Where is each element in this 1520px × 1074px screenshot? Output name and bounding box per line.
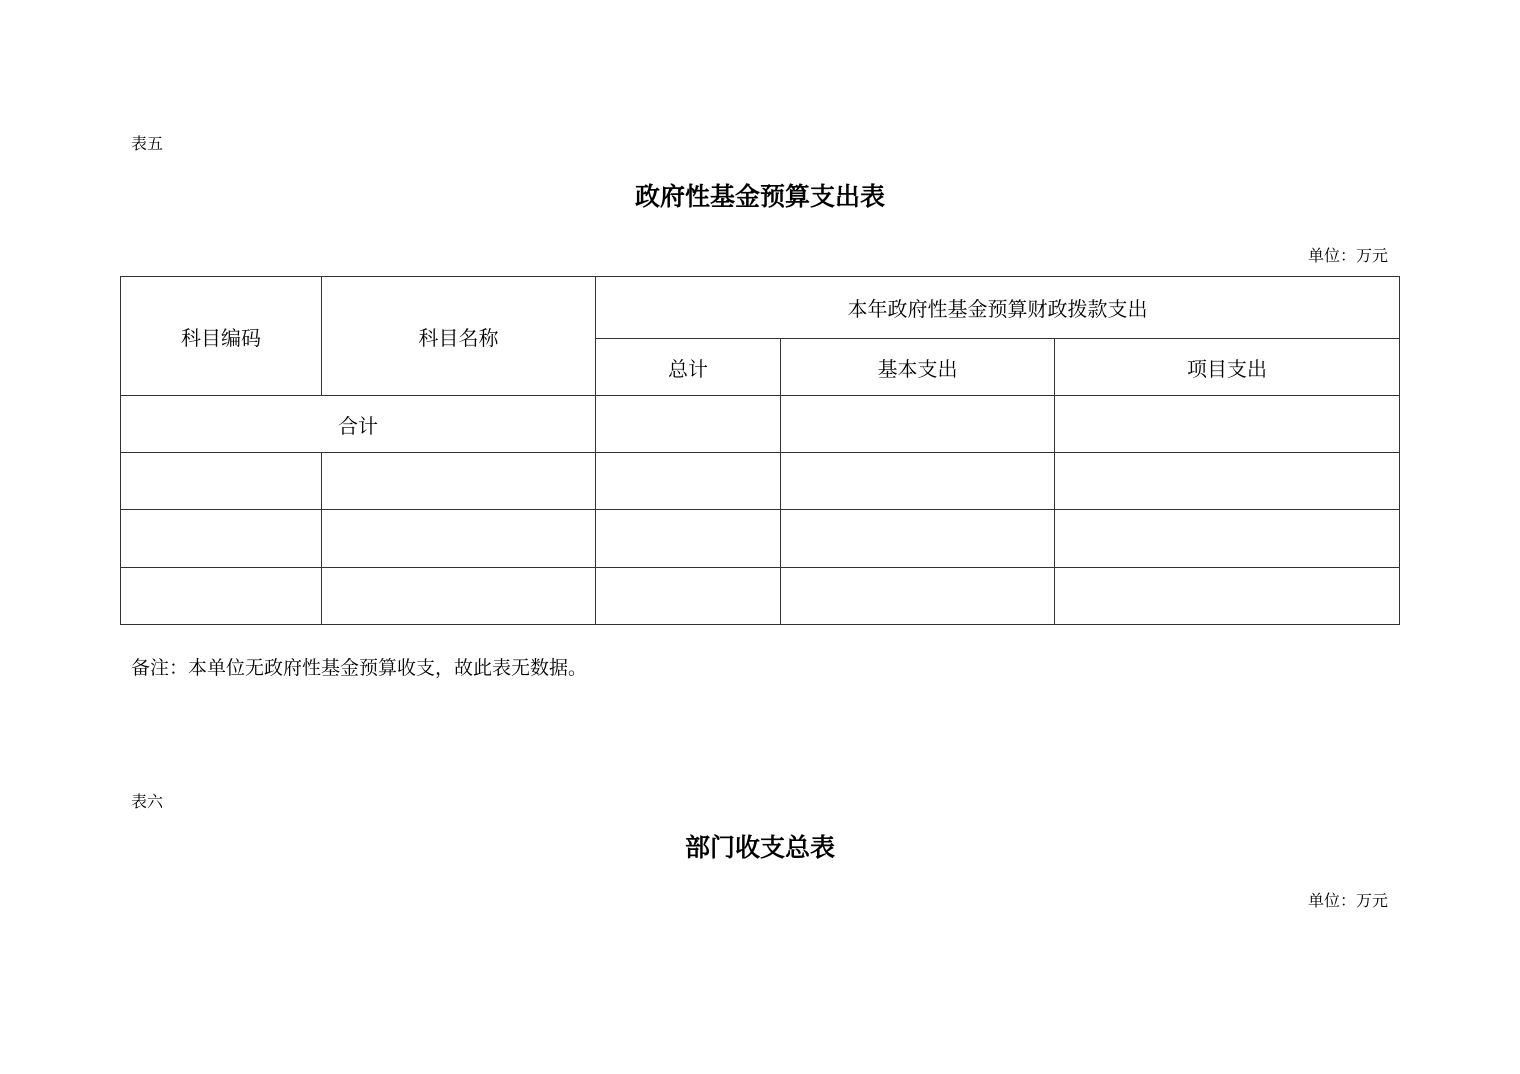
row-project-cell — [1055, 568, 1400, 625]
row-total-cell — [596, 510, 781, 568]
row-code-cell — [121, 568, 322, 625]
table-5-note: 备注：本单位无政府性基金预算收支，故此表无数据。 — [131, 657, 588, 679]
total-row-label: 合计 — [121, 396, 596, 453]
row-basic-cell — [781, 568, 1055, 625]
table-row — [121, 568, 1400, 625]
total-row-total — [596, 396, 781, 453]
row-name-cell — [322, 510, 596, 568]
table-5-title: 政府性基金预算支出表 — [634, 182, 885, 211]
table-6-title: 部门收支总表 — [684, 833, 835, 862]
row-basic-cell — [781, 453, 1055, 510]
table-6-unit: 单位：万元 — [1307, 891, 1388, 910]
row-code-cell — [121, 510, 322, 568]
total-row-basic — [781, 396, 1055, 453]
header-basic-expenditure: 基本支出 — [781, 339, 1055, 396]
total-row-project — [1055, 396, 1400, 453]
header-appropriation-group: 本年政府性基金预算财政拨款支出 — [596, 277, 1400, 339]
header-project-expenditure: 项目支出 — [1055, 339, 1400, 396]
row-name-cell — [322, 453, 596, 510]
header-subject-name: 科目名称 — [322, 277, 596, 396]
row-total-cell — [596, 568, 781, 625]
row-name-cell — [322, 568, 596, 625]
row-code-cell — [121, 453, 322, 510]
row-project-cell — [1055, 510, 1400, 568]
table-5-label: 表五 — [131, 134, 164, 153]
table-5-unit: 单位：万元 — [1307, 246, 1388, 265]
header-total: 总计 — [596, 339, 781, 396]
header-row-1 — [121, 277, 1400, 339]
table-row — [121, 510, 1400, 568]
row-total-cell — [596, 453, 781, 510]
header-subject-code: 科目编码 — [121, 277, 322, 396]
row-basic-cell — [781, 510, 1055, 568]
government-fund-budget-table — [120, 276, 1400, 625]
table-row — [121, 453, 1400, 510]
row-project-cell — [1055, 453, 1400, 510]
table-6-label: 表六 — [131, 792, 164, 811]
total-row — [121, 396, 1400, 453]
